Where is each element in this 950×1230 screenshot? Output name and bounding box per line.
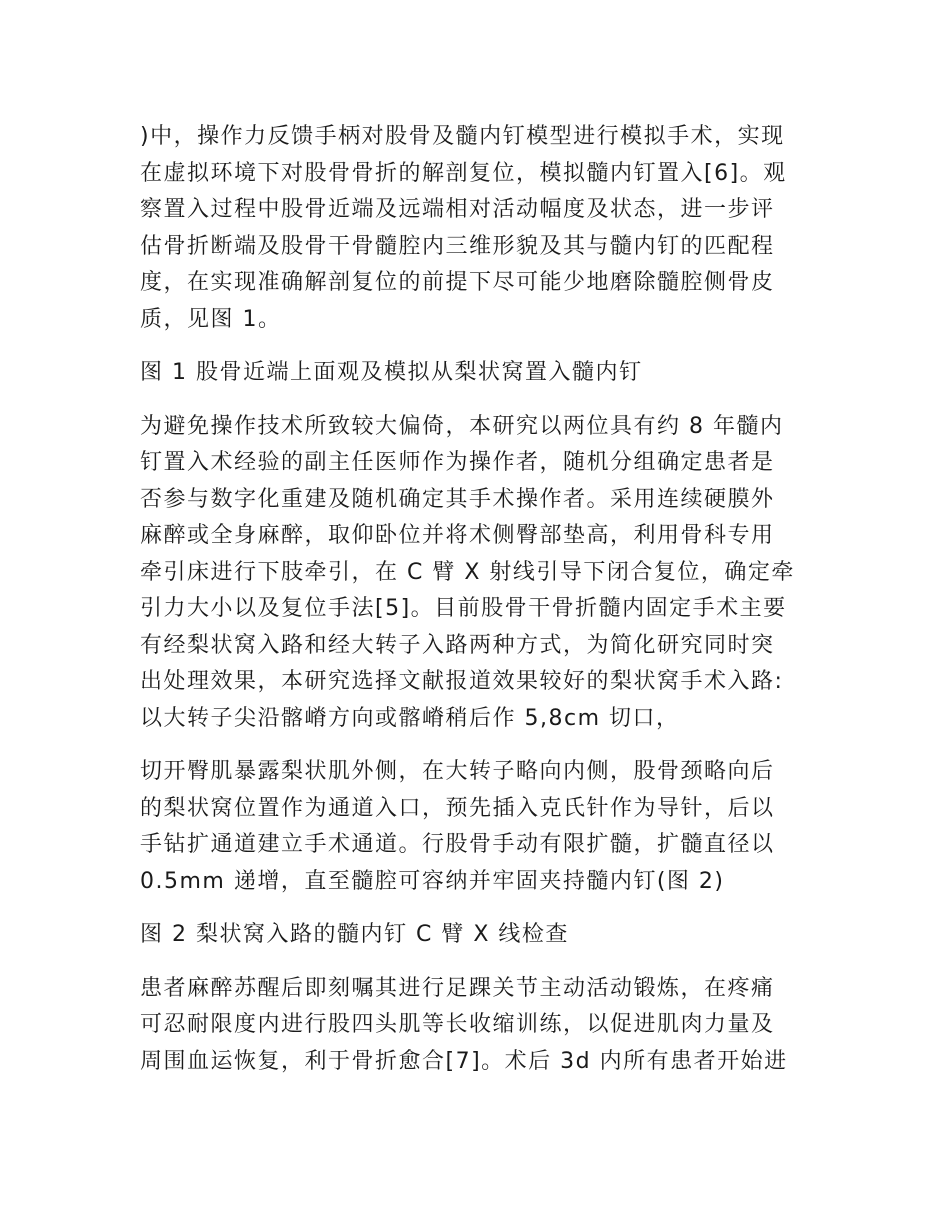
text-line: 0.5mm 递增，直至髓腔可容纳并牢固夹持髓内钉(图 2) (140, 868, 725, 894)
text-line: 察置入过程中股骨近端及远端相对活动幅度及状态，进一步评 (140, 197, 775, 222)
text-line: 牵引床进行下肢牵引，在 C 臂 X 射线引导下闭合复位，确定牵 (140, 559, 795, 585)
text-line: 麻醉或全身麻醉，取仰卧位并将术侧臀部垫高，利用骨科专用 (140, 523, 775, 548)
text-line: 否参与数字化重建及随机确定其手术操作者。采用连续硬膜外 (140, 486, 775, 512)
paragraph-rehabilitation (140, 971, 812, 1081)
paragraph-procedure (140, 409, 812, 738)
figure-1-caption: 图 1 股骨近端上面观及模拟从梨状窝置入髓内钉 (140, 360, 643, 385)
text-line: 钉置入术经验的副主任医师作为操作者，随机分组确定患者是 (140, 450, 775, 475)
figure-2-caption: 图 2 梨状窝入路的髓内钉 C 臂 X 线检查 (140, 922, 569, 947)
text-line: 周围血运恢复，利于骨折愈合[7]。术后 3d 内所有患者开始进 (140, 1048, 788, 1074)
paragraph-simulation (140, 119, 812, 338)
text-line: 估骨折断端及股骨干骨髓腔内三维形貌及其与髓内钉的匹配程 (140, 233, 775, 259)
text-line: 为避免操作技术所致较大偏倚，本研究以两位具有约 8 年髓内 (140, 413, 784, 439)
text-line: 质，见图 1。 (140, 306, 282, 332)
text-line: )中，操作力反馈手柄对股骨及髓内钉模型进行模拟手术，实现 (140, 124, 785, 149)
text-line: 有经梨状窝入路和经大转子入路两种方式，为简化研究同时突 (140, 632, 775, 658)
text-line: 可忍耐限度内进行股四头肌等长收缩训练，以促进肌肉力量及 (140, 1012, 775, 1037)
text-line: 出处理效果，本研究选择文献报道效果较好的梨状窝手术入路: (140, 669, 784, 694)
paragraph-incision (140, 754, 812, 900)
text-line: 手钻扩通道建立手术通道。行股骨手动有限扩髓，扩髓直径以 (140, 832, 775, 857)
text-line: 的梨状窝位置作为通道入口，预先插入克氏针作为导针，后以 (140, 795, 775, 821)
text-line: 切开臀肌暴露梨状肌外侧，在大转子略向内侧，股骨颈略向后 (140, 759, 775, 784)
text-line: 度，在实现准确解剖复位的前提下尽可能少地磨除髓腔侧骨皮 (140, 270, 775, 295)
document-body (140, 119, 812, 1097)
text-line: 在虚拟环境下对股骨骨折的解剖复位，模拟髓内钉置入[6]。观 (140, 160, 787, 186)
text-line: 患者麻醉苏醒后即刻嘱其进行足踝关节主动活动锻炼，在疼痛 (140, 975, 775, 1001)
text-line: 以大转子尖沿髂嵴方向或髂嵴稍后作 5,8cm 切口， (140, 705, 680, 731)
text-line: 引力大小以及复位手法[5]。目前股骨干骨折髓内固定手术主要 (140, 596, 787, 621)
